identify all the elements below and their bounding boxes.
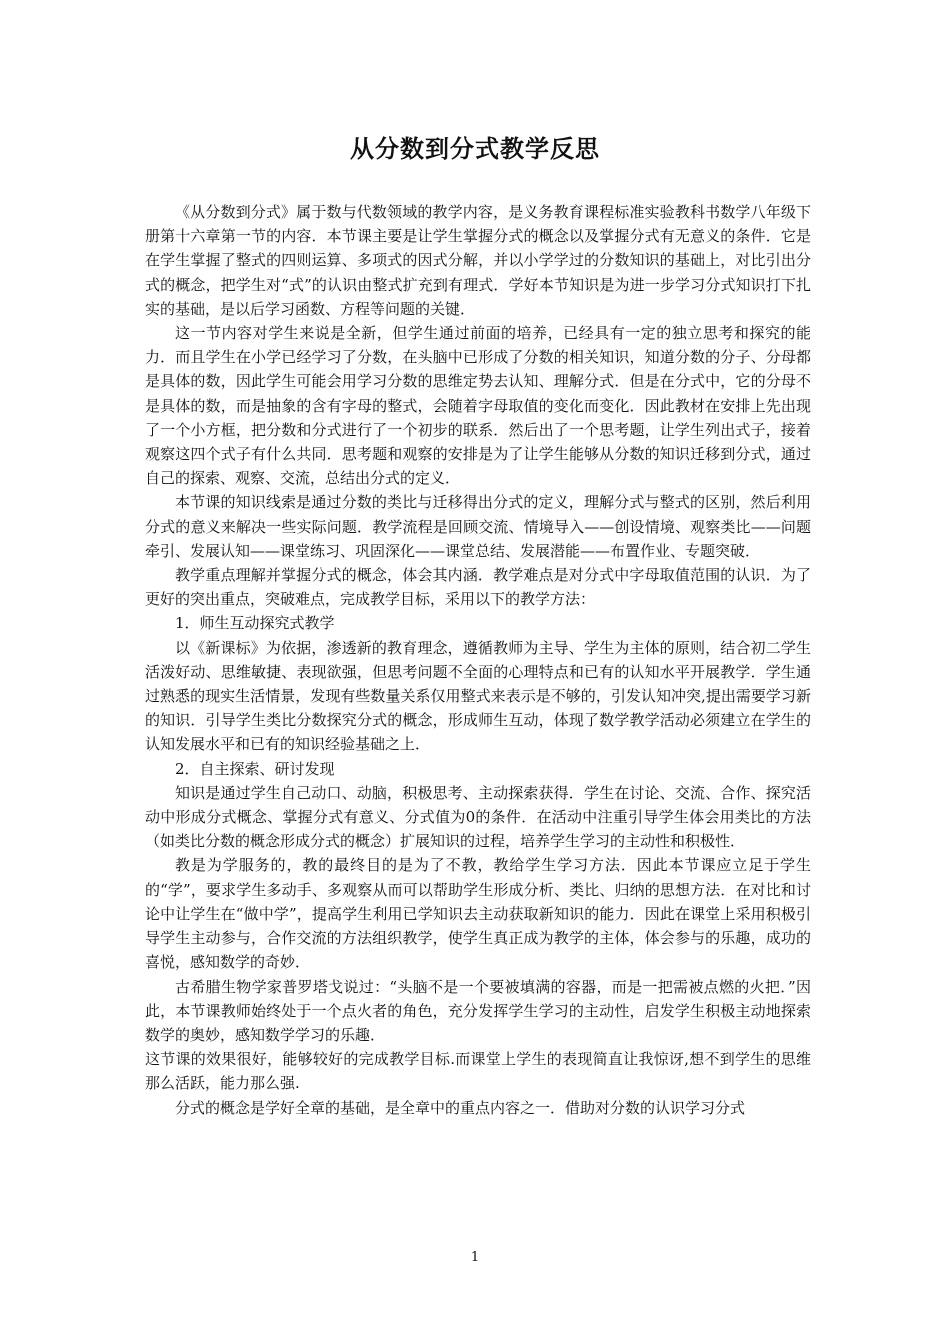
heading-method-1: 1．师生互动探究式教学 (175, 614, 335, 633)
page-number: 1 (470, 1250, 480, 1265)
paragraph-method-1: 以《新课标》为依据，渗透新的教育理念，遵循教师为主导、学生为主体的原则，结合初二学生活泼好动、思维敏捷、表现欲强，但思考问题不全面的心理特点和已有的认知水平开展教学．学生通过熟悉的现实生活情景，发现有些数量关系仅用整式来表示是不够的，引发认知冲突,提出需要学习新的知识．引导学生类比分数探究分式的概念，形成师生互动，体现了数学教学活动必须建立在学生的认知发展水平和已有的知识经验基础之上． (145, 638, 811, 754)
paragraph-key-points: 教学重点理解并掌握分式的概念，体会其内涵．教学难点是对分式中字母取值范围的认识．为了更好的突出重点，突破难点，完成教学目标，采用以下的教学方法： (145, 566, 811, 609)
document-title: 从分数到分式教学反思 (350, 135, 600, 163)
heading-method-2: 2．自主探索、研讨发现 (175, 759, 335, 778)
paragraph-intro: 《从分数到分式》属于数与代数领域的教学内容，是义务教育课程标准实验教科书数学八年级下册第十六章第一节的内容．本节课主要是让学生掌握分式的概念以及掌握分式有无意义的条件．它是在学生掌握了整式的四则运算、多项式的因式分解，并以小学学过的分数知识的基础上，对比引出分式的概念，把学生对“式”的认识由整式扩充到有理式．学好本节知识是为进一步学习分式知识打下扎实的基础，是以后学习函数、方程等问题的关键． (145, 203, 811, 318)
paragraph-knowledge-thread: 本节课的知识线索是通过分数的类比与迁移得出分式的定义，理解分式与整式的区别，然后利用分式的意义来解决一些实际问题．教学流程是回顾交流、情境导入——创设情境、观察类比——问题牵引、发展认知——课堂练习、巩固深化——课堂总结、发展潜能——布置作业、专题突破． (145, 493, 811, 560)
paragraph-teaching-purpose: 教是为学服务的，教的最终目的是为了不教，教给学生学习方法．因此本节课应立足于学生的“学”，要求学生多动手、多观察从而可以帮助学生形成分析、类比、归纳的思想方法．在对比和讨论中让学生在“做中学”，提高学生利用已学知识去主动获取新知识的能力．因此在课堂上采用积极引导学生主动参与，合作交流的方法组织教学，使学生真正成为教学的主体，体会参与的乐趣，成功的喜悦，感知数学的奇妙． (145, 856, 811, 972)
paragraph-lesson-effect: 这节课的效果很好，能够较好的完成教学目标.而课堂上学生的表现简直让我惊讶,想不到学生的思维那么活跃，能力那么强. (145, 1050, 811, 1093)
paragraph-concept: 分式的概念是学好全章的基础，是全章中的重点内容之一．借助对分数的认识学习分式 (175, 1098, 746, 1117)
paragraph-student-background: 这一节内容对学生来说是全新，但学生通过前面的培养，已经具有一定的独立思考和探究的能力．而且学生在小学已经学习了分数，在头脑中已形成了分数的相关知识，知道分数的分子、分母都是具体的数，因此学生可能会用学习分数的思维定势去认知、理解分式．但是在分式中，它的分母不是具体的数，而是抽象的含有字母的整式，会随着字母取值的变化而变化．因此教材在安排上先出现了一个小方框，把分数和分式进行了一个初步的联系．然后出了一个思考题，让学生列出式子，接着观察这四个式子有什么共同．思考题和观察的安排是为了让学生能够从分数的知识迁移到分式，通过自己的探索、观察、交流，总结出分式的定义． (145, 324, 811, 488)
document-body (145, 200, 811, 1120)
paragraph-quote: 古希腊生物学家普罗塔戈说过：“头脑不是一个要被填满的容器，而是一把需被点燃的火把．”因此，本节课教师始终处于一个点火者的角色，充分发挥学生学习的主动性，启发学生积极主动地探索数学的奥妙，感知数学学习的乐趣． (145, 977, 811, 1044)
paragraph-method-2: 知识是通过学生自己动口、动脑，积极思考、主动探索获得．学生在讨论、交流、合作、探究活动中形成分式概念、掌握分式有意义、分式值为0的条件．在活动中注重引导学生体会用类比的方法（如类比分数的概念形成分式的概念）扩展知识的过程，培养学生学习的主动性和积极性． (145, 783, 811, 851)
